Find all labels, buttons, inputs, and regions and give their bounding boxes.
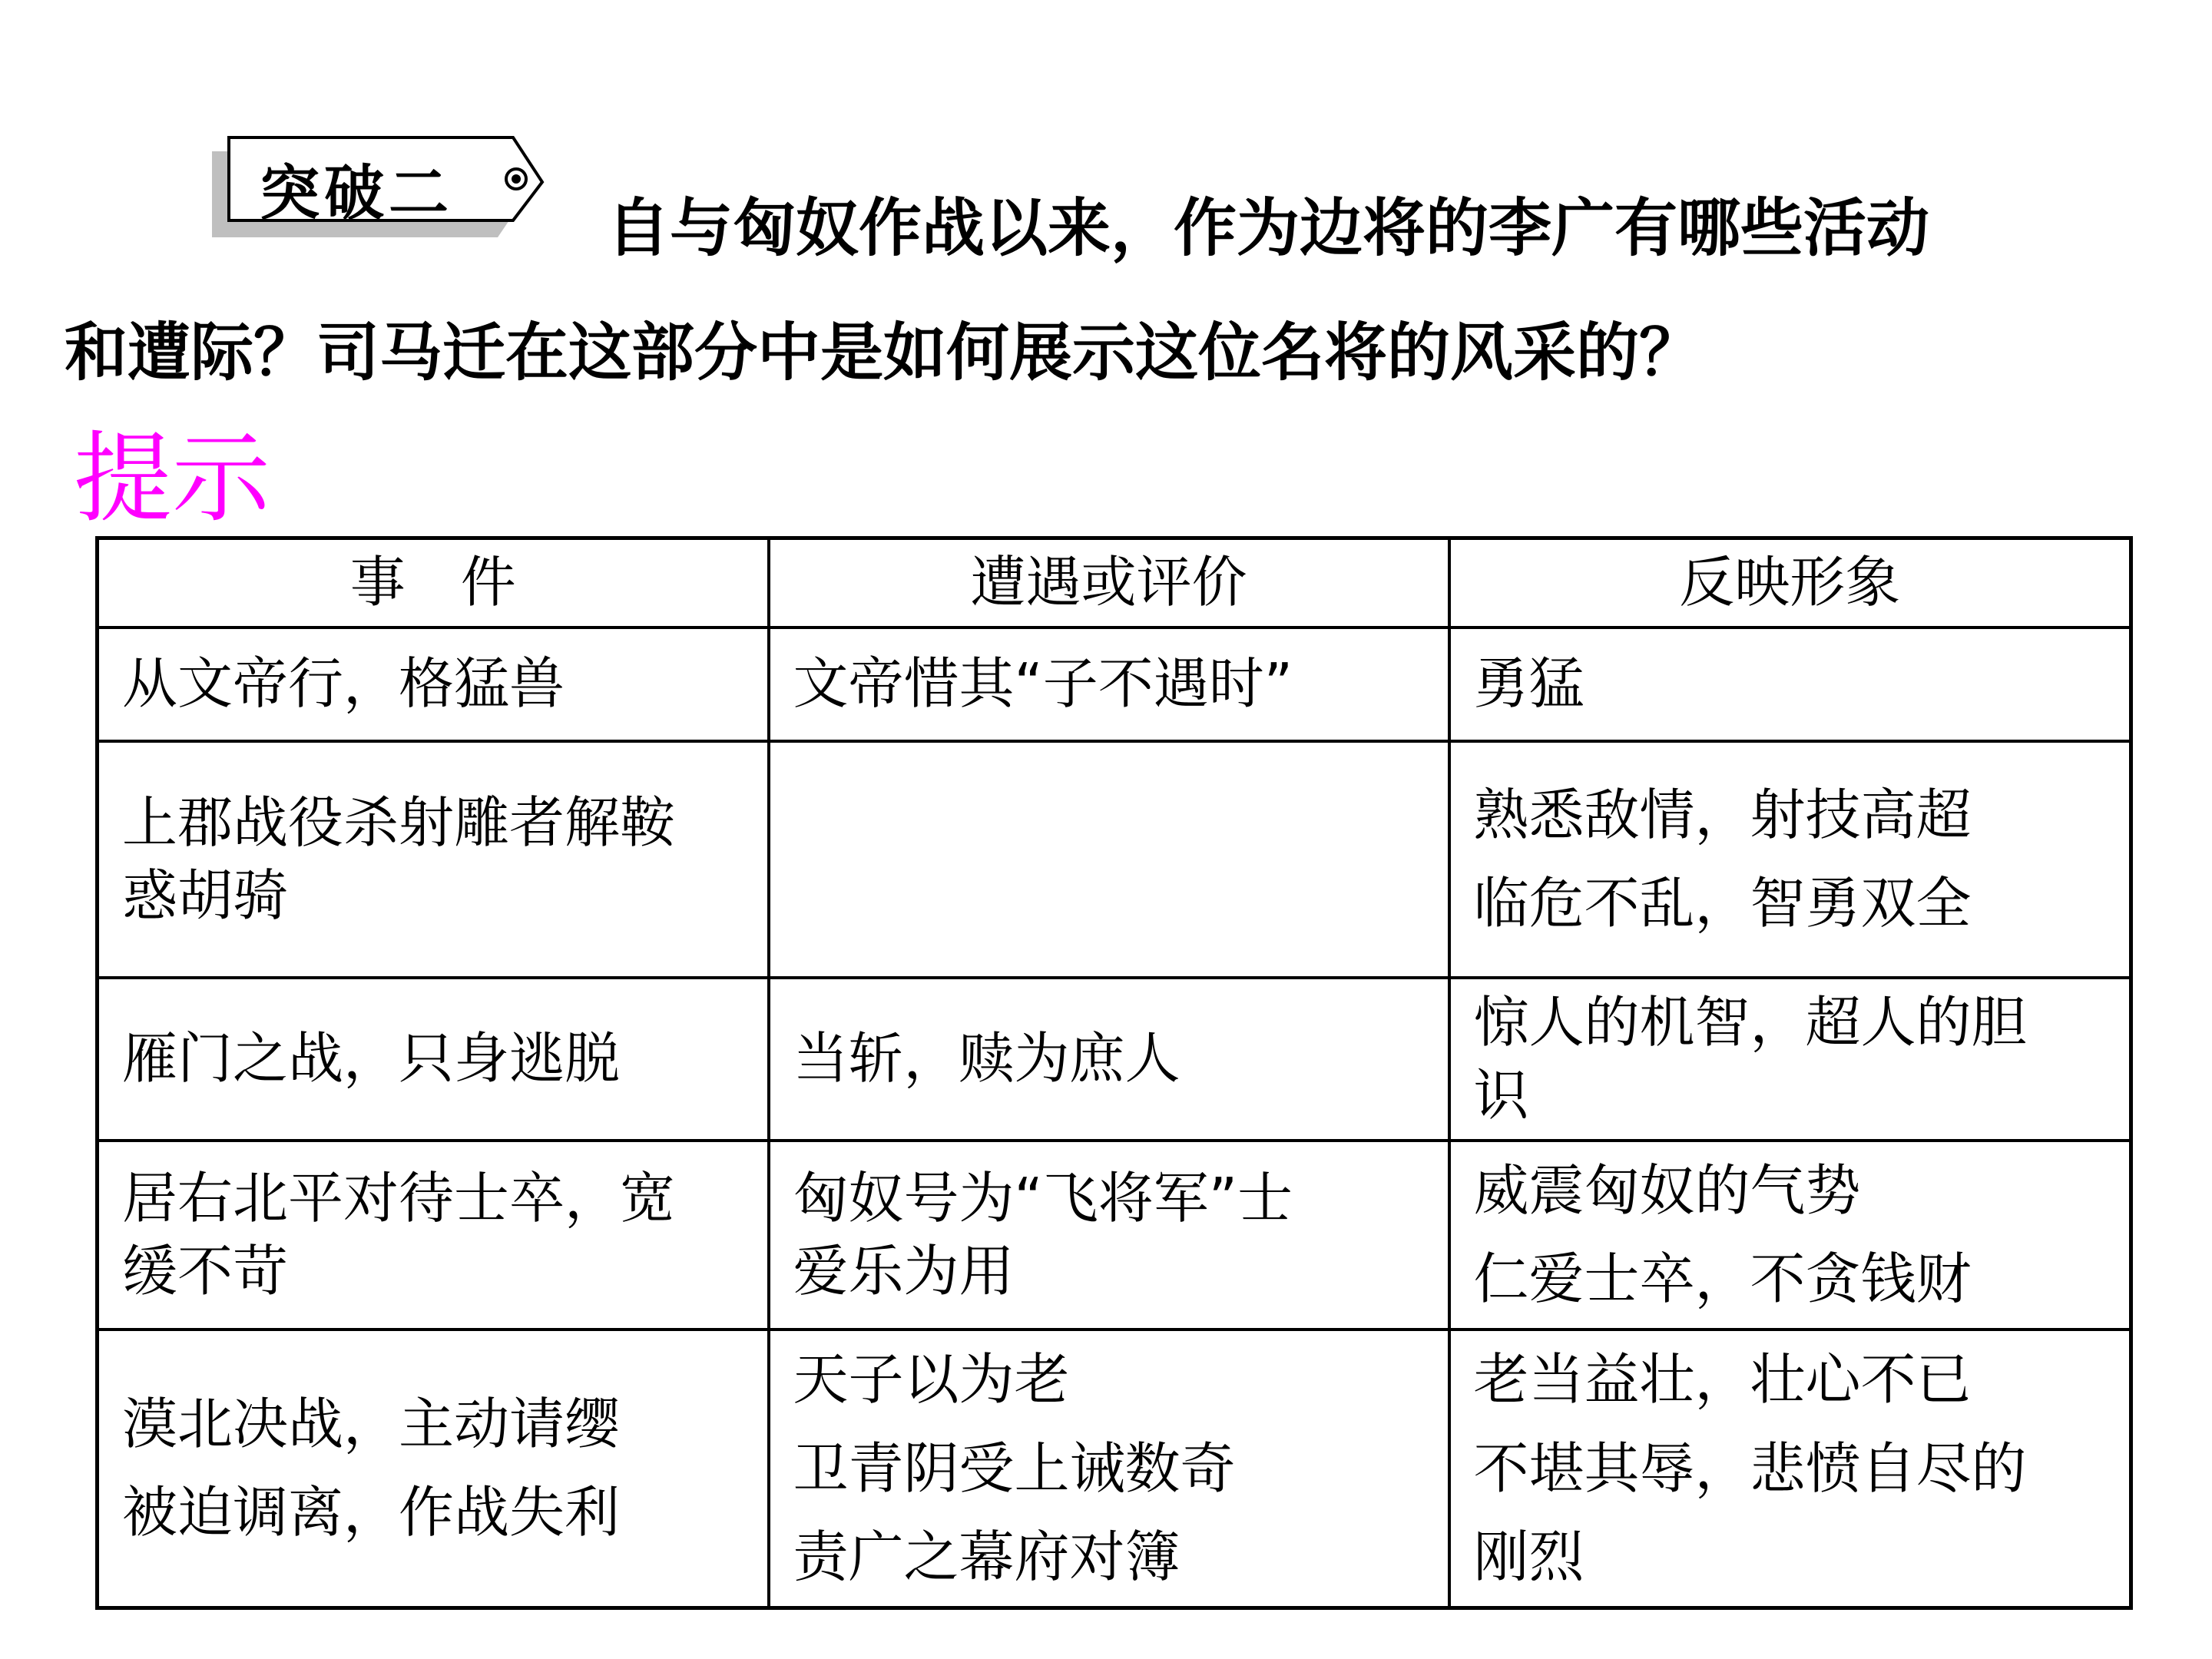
- table-row: [98, 1141, 2131, 1330]
- header-event: 事 件: [98, 538, 769, 628]
- image-cell: [1449, 741, 2131, 978]
- event-cell: [98, 1330, 769, 1608]
- hint-label: 提示: [74, 422, 271, 536]
- table-row: [98, 1330, 2131, 1608]
- event-cell: [98, 978, 769, 1141]
- header-image: 反映形象: [1449, 538, 2131, 628]
- encounter-cell: [769, 1141, 1449, 1330]
- cell-line: 惊人的机智，超人的胆: [1473, 989, 2027, 1055]
- cell-line: 从文帝行，格猛兽: [122, 651, 565, 717]
- cell-line: 刚烈: [1473, 1524, 1584, 1589]
- events-table: [95, 536, 2133, 1610]
- cell-line: 文帝惜其“子不遇时”: [793, 651, 1293, 717]
- cell-line: 缓不苛: [122, 1239, 289, 1304]
- encounter-cell: [769, 1330, 1449, 1608]
- event-cell: [98, 741, 769, 978]
- cell-line: 当斩，赎为庶人: [793, 1026, 1181, 1091]
- cell-line: 勇猛: [1473, 651, 1584, 717]
- cell-line: 居右北平对待士卒，宽: [122, 1166, 676, 1231]
- badge-label: 突破二: [260, 159, 454, 228]
- encounter-cell: [769, 741, 1449, 978]
- header-encounter: 遭遇或评价: [769, 538, 1449, 628]
- encounter-cell: [769, 978, 1449, 1141]
- cell-line: 被迫调离，作战失利: [122, 1480, 621, 1545]
- cell-line: 识: [1473, 1063, 1529, 1128]
- table-row: [98, 628, 2131, 741]
- event-cell: [98, 628, 769, 741]
- cell-line: 惑胡骑: [122, 863, 289, 928]
- image-cell: [1449, 628, 2131, 741]
- question-line-1: 自与匈奴作战以来，作为边将的李广有哪些活动: [607, 192, 1930, 265]
- table-header-row: [98, 538, 2131, 628]
- section-badge: [212, 134, 550, 242]
- image-cell: [1449, 1330, 2131, 1608]
- cell-line: 仁爱士卒，不贪钱财: [1473, 1247, 1972, 1312]
- cell-line: 上郡战役杀射雕者解鞍: [122, 790, 676, 855]
- cell-line: 漠北决战，主动请缨: [122, 1391, 621, 1456]
- image-cell: [1449, 978, 2131, 1141]
- encounter-cell: [769, 628, 1449, 741]
- cell-line: 熟悉敌情，射技高超: [1473, 782, 1972, 847]
- cell-line: 责广之幕府对簿: [793, 1524, 1181, 1589]
- question-line-2: 和遭际？司马迁在这部分中是如何展示这位名将的风采的？: [65, 316, 1703, 389]
- cell-line: 临危不乱，智勇双全: [1473, 871, 1972, 935]
- cell-line: 爱乐为用: [793, 1239, 1015, 1304]
- cell-line: 不堪其辱，悲愤自尽的: [1473, 1435, 2027, 1501]
- cell-line: 卫青阴受上诫数奇: [793, 1435, 1236, 1501]
- table-row: [98, 978, 2131, 1141]
- table-row: [98, 741, 2131, 978]
- cell-line: 雁门之战，只身逃脱: [122, 1026, 621, 1091]
- cell-line: 老当益壮，壮心不已: [1473, 1347, 1972, 1412]
- event-cell: [98, 1141, 769, 1330]
- image-cell: [1449, 1141, 2131, 1330]
- cell-line: 威震匈奴的气势: [1473, 1158, 1861, 1223]
- cell-line: 天子以为老: [793, 1347, 1070, 1412]
- cell-line: 匈奴号为“飞将军”士: [793, 1166, 1293, 1231]
